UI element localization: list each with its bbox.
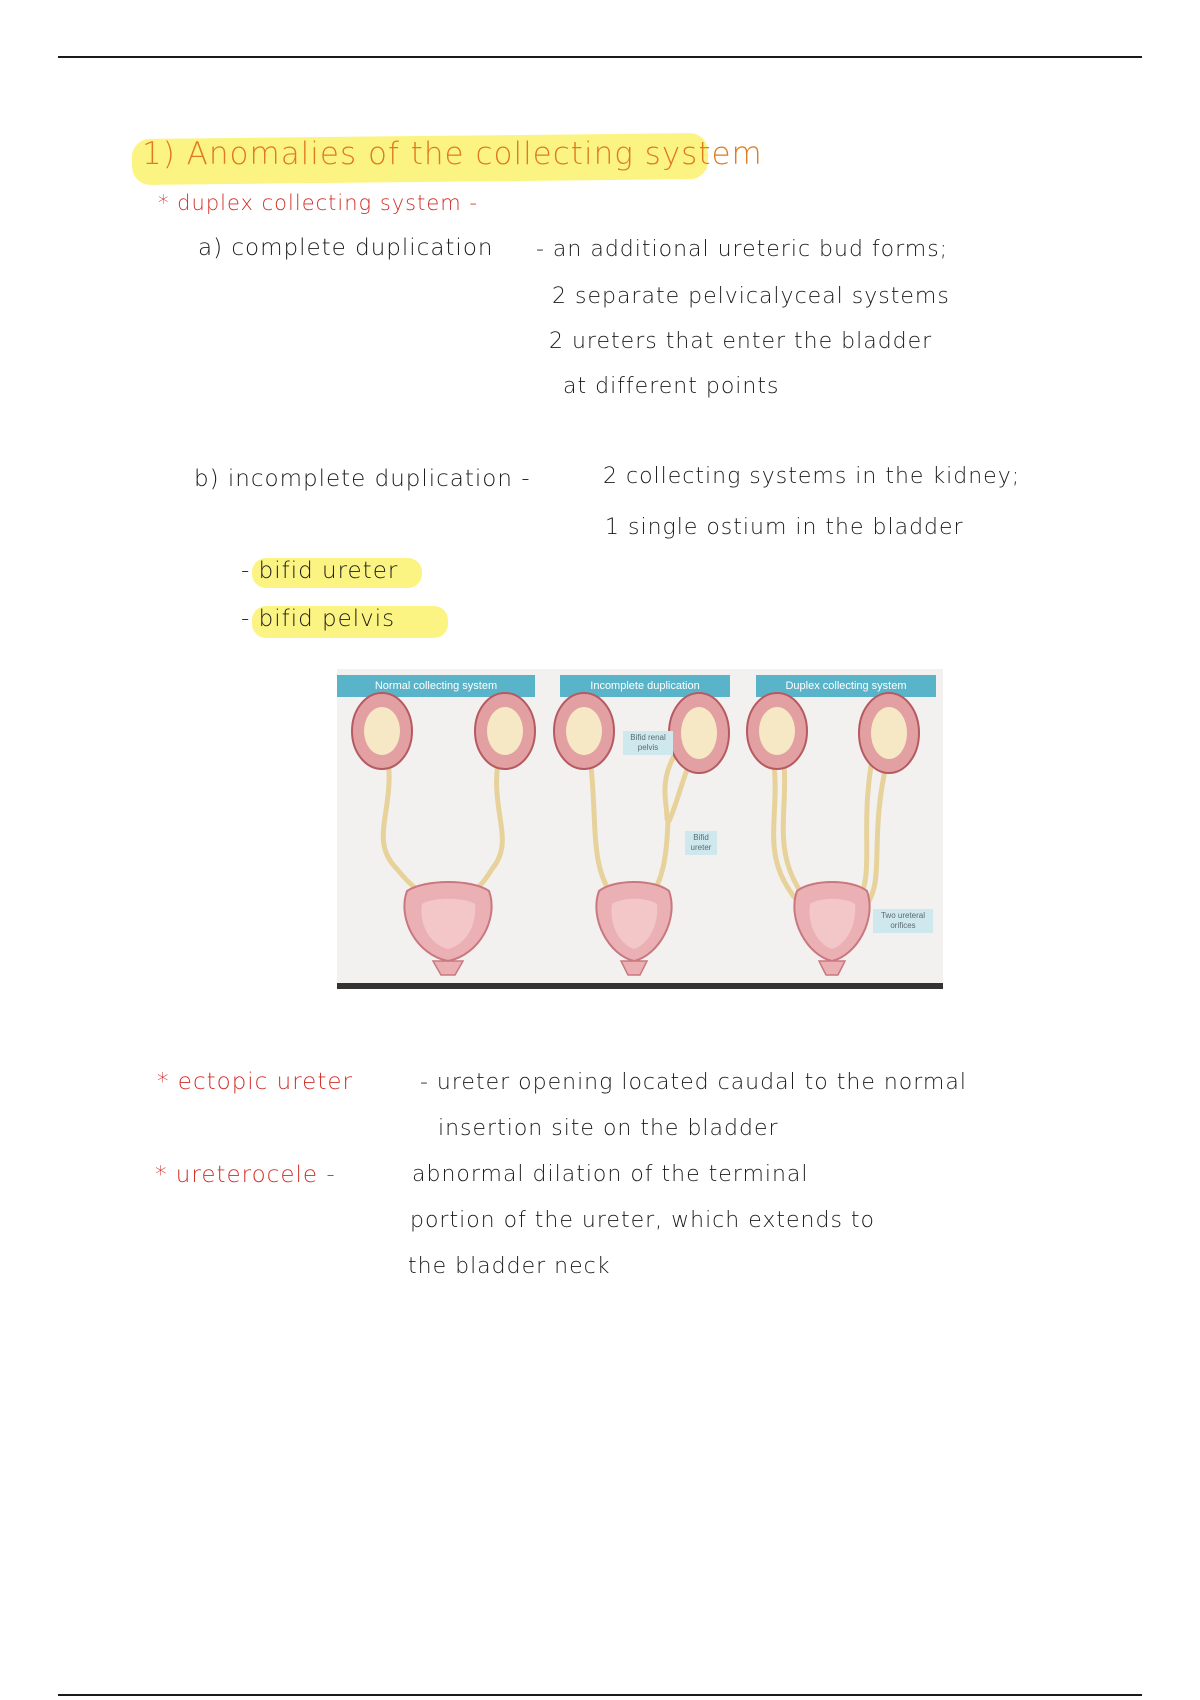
bifid-ureter-label: Bifid ureter xyxy=(685,831,717,855)
kidney-right-incomplete xyxy=(669,693,729,773)
duplication-diagram xyxy=(337,669,943,989)
ureterocele-line-2: portion of the ureter, which extends to xyxy=(410,1208,875,1233)
kidney-right-duplex xyxy=(859,693,919,773)
incomplete-line-1: 2 collecting systems in the kidney; xyxy=(603,464,1021,489)
bladder-duplex xyxy=(794,882,869,975)
bullet-bifid-pelvis: - bifid pelvis xyxy=(241,606,396,632)
bullet-bifid-ureter: - bifid ureter xyxy=(241,558,399,584)
complete-line-1: - an additional ureteric bud forms; xyxy=(536,237,949,262)
bladder-incomplete xyxy=(596,882,671,975)
bottom-rule xyxy=(58,1694,1142,1696)
page-title: 1) Anomalies of the collecting system xyxy=(142,136,763,172)
ectopic-ureter-label: * ectopic ureter xyxy=(157,1069,353,1095)
kidney-right-normal xyxy=(475,693,535,769)
bifid-pelvis-label: Bifid renal pelvis xyxy=(623,731,673,755)
diagram-illustration xyxy=(337,669,943,989)
two-orifices-label: Two ureteral orifices xyxy=(873,909,933,933)
kidney-left-incomplete xyxy=(554,693,614,769)
ureterocele-label: * ureterocele - xyxy=(155,1162,336,1188)
complete-line-2: 2 separate pelvicalyceal systems xyxy=(552,284,950,309)
ectopic-line-2: insertion site on the bladder xyxy=(438,1116,779,1141)
complete-line-4: at different points xyxy=(563,374,780,399)
kidney-left-duplex xyxy=(747,693,807,769)
duplex-heading: * duplex collecting system - xyxy=(158,191,478,215)
complete-line-3: 2 ureters that enter the bladder xyxy=(549,329,933,354)
top-rule xyxy=(58,56,1142,58)
diagram-bottom-border xyxy=(337,983,943,989)
panel-header-duplex: Duplex collecting system xyxy=(756,675,936,697)
complete-duplication-label: a) complete duplication xyxy=(198,235,494,261)
ectopic-line-1: - ureter opening located caudal to the normal xyxy=(420,1070,967,1095)
incomplete-duplication-label: b) incomplete duplication - xyxy=(194,466,531,492)
incomplete-line-2: 1 single ostium in the bladder xyxy=(605,515,964,540)
panel-header-normal: Normal collecting system xyxy=(337,675,535,697)
panel-header-incomplete: Incomplete duplication xyxy=(560,675,730,697)
ureterocele-line-1: abnormal dilation of the terminal xyxy=(412,1162,809,1187)
ureterocele-line-3: the bladder neck xyxy=(408,1254,611,1279)
bladder-normal xyxy=(404,882,491,975)
kidney-left-normal xyxy=(352,693,412,769)
